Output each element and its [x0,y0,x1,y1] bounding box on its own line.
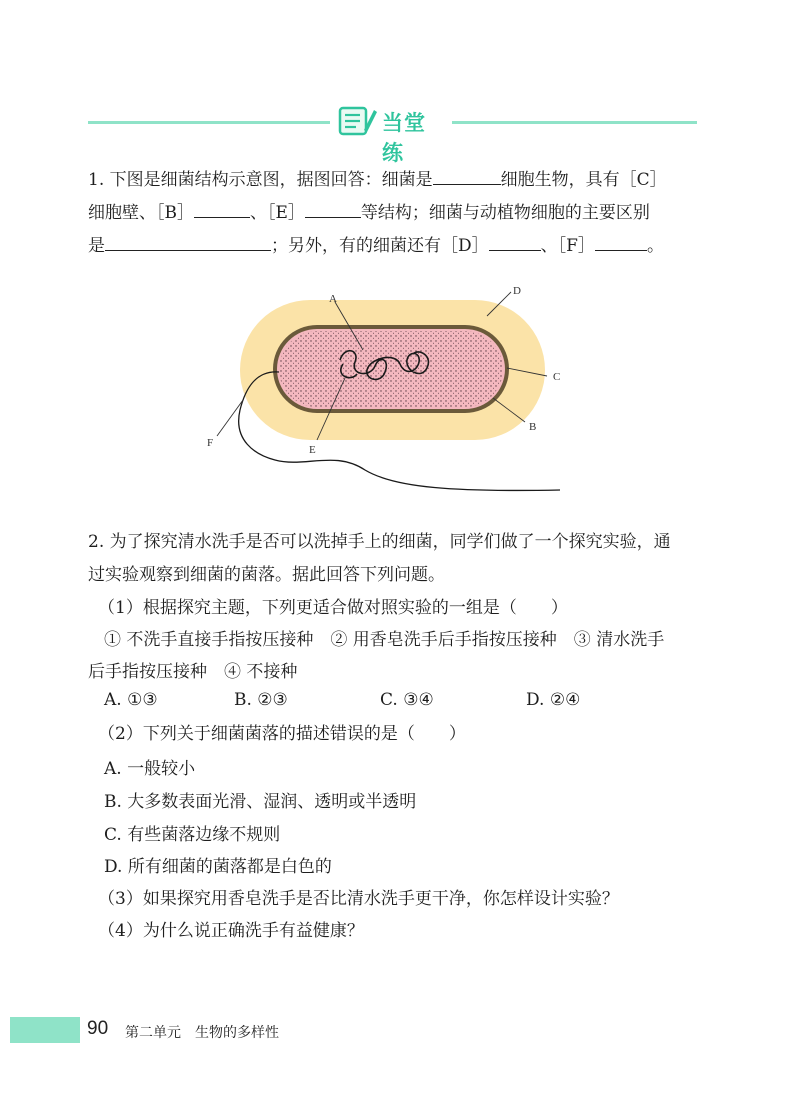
q2-sub2-option-b[interactable]: B. 大多数表面光滑、湿润、透明或半透明 [104,792,417,812]
q2-sub1-option-a[interactable]: A. ①③ [104,690,158,710]
unit-title: 第二单元 生物的多样性 [125,1025,279,1041]
label-c: C [553,371,561,383]
q2-sub3-question: （3）如果探究用香皂洗手是否比清水洗手更干净，你怎样设计实验？ [98,889,619,909]
q2-sub2-question: （2）下列关于细菌菌落的描述错误的是（ ） [98,724,466,744]
label-f: F [207,437,214,449]
label-b: B [529,421,537,433]
label-e: E [309,444,316,456]
label-d: D [513,285,521,297]
cytoplasm [279,331,503,407]
page-number: 90 [87,1018,109,1039]
q1-line-2: 细胞壁、［B］ 、［E］ 等结构；细菌与动植物细胞的主要区别 [88,199,650,225]
header-rule-left [88,121,330,124]
section-header [334,104,446,165]
q2-sub2-option-c[interactable]: C. 有些菌落边缘不规则 [104,825,281,845]
bacterium-diagram [195,280,585,500]
q2-sub1-choices-2: 后手指按压接种 ④ 不接种 [88,662,298,682]
q1-line-3: 是 ；另外，有的细菌还有［D］ 、［F］ 。 [88,232,664,258]
q2-intro-1: 2. 为了探究清水洗手是否可以洗掉手上的细菌，同学们做了一个探究实验，通 [88,532,671,552]
q1-line-1: 1. 下图是细菌结构示意图，据图回答：细菌是 细胞生物，具有［C］ [88,166,667,192]
answer-blank[interactable] [105,232,271,251]
answer-blank[interactable] [595,232,647,251]
footer-accent-bar [10,1017,80,1043]
q2-sub1-question: （1）根据探究主题，下列更适合做对照实验的一组是（ ） [98,598,568,618]
q2-sub2-option-a[interactable]: A. 一般较小 [104,759,196,779]
notebook-pencil-icon [334,104,378,138]
q2-sub1-option-c[interactable]: C. ③④ [380,690,434,710]
q2-sub1-option-b[interactable]: B. ②③ [234,690,288,710]
answer-blank[interactable] [194,199,250,218]
section-title: 当堂练 [382,111,426,165]
header-rule-right [452,121,697,124]
q2-sub4-question: （4）为什么说正确洗手有益健康？ [98,921,364,941]
q2-sub2-option-d[interactable]: D. 所有细菌的菌落都是白色的 [104,857,332,877]
q2-sub1-choices-1: ① 不洗手直接手指按压接种 ② 用香皂洗手后手指按压接种 ③ 清水洗手 [104,630,665,650]
answer-blank[interactable] [433,166,501,185]
answer-blank[interactable] [489,232,541,251]
label-a: A [329,293,337,305]
answer-blank[interactable] [305,199,361,218]
q2-intro-2: 过实验观察到细菌的菌落。据此回答下列问题。 [88,565,445,585]
q2-sub1-option-d[interactable]: D. ②④ [526,690,581,710]
